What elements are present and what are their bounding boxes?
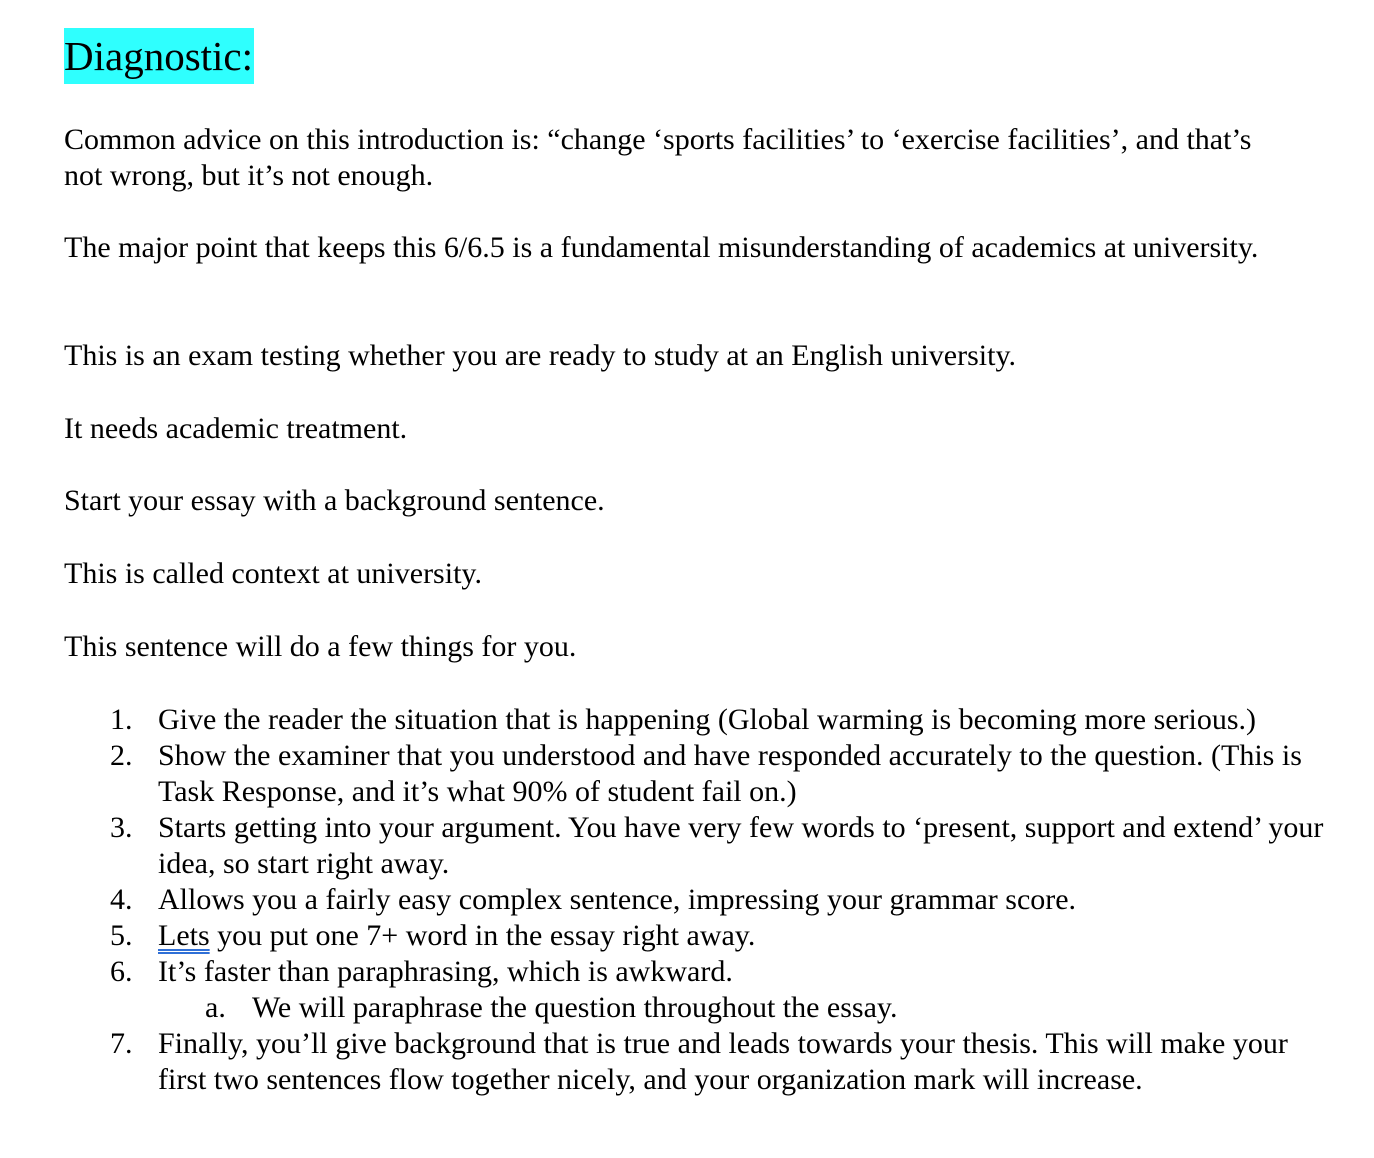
list-item — [64, 882, 1324, 918]
sub-list-letter: a. — [205, 991, 226, 1024]
list-item — [64, 1026, 1324, 1098]
list-item — [64, 810, 1324, 882]
list-item — [64, 918, 1324, 954]
list-number: 2. — [110, 739, 133, 772]
list-item-text: Show the examiner that you understood and have responded accurately to the question. (This is Task Response, and it’s what 90% of student fail on.) — [158, 739, 1302, 808]
list-number: 1. — [110, 703, 133, 736]
list-number: 3. — [110, 811, 133, 844]
list-item — [64, 738, 1324, 810]
list-item-text: Give the reader the situation that is happening (Global warming is becoming more serious.) — [158, 703, 1257, 736]
list-item — [64, 702, 1324, 738]
sub-list-item-text: We will paraphrase the question throughout the essay. — [252, 991, 898, 1024]
list-item-text: It’s faster than paraphrasing, which is awkward. — [158, 955, 733, 988]
list-item-text: Starts getting into your argument. You have very few words to ‘present, support and extend’ your idea, so start right away. — [158, 811, 1324, 880]
paragraph-context: This is called context at university. — [64, 557, 482, 590]
paragraph-background-sentence: Start your essay with a background sentence. — [64, 484, 605, 517]
list-item — [64, 954, 1324, 990]
list-number: 6. — [110, 955, 133, 988]
paragraph-common-advice: Common advice on this introduction is: “change ‘sports facilities’ to ‘exercise facilities’, and that’s not wrong, but it’s not enough. — [64, 123, 1252, 192]
list-number: 5. — [110, 919, 133, 952]
document-heading — [64, 28, 254, 84]
paragraph-exam-testing: This is an exam testing whether you are ready to study at an English university. — [64, 339, 1017, 372]
numbered-list — [64, 702, 1324, 1098]
list-number: 7. — [110, 1027, 133, 1060]
heading-text: Diagnostic: — [64, 33, 254, 79]
list-item-text: Allows you a fairly easy complex sentence, impressing your grammar score. — [158, 883, 1077, 916]
paragraph-few-things: This sentence will do a few things for you. — [64, 630, 577, 663]
list-number: 4. — [110, 883, 133, 916]
paragraph-academic-treatment: It needs academic treatment. — [64, 412, 408, 445]
grammar-flagged-word[interactable]: Lets — [158, 919, 210, 952]
sub-list-item — [64, 990, 1324, 1026]
list-item-text: Finally, you’ll give background that is true and leads towards your thesis. This will make your first two sentences flow together nicely, and your organization mark will increase. — [158, 1027, 1288, 1096]
list-item-text: you put one 7+ word in the essay right away. — [209, 919, 756, 952]
paragraph-major-point: The major point that keeps this 6/6.5 is a fundamental misunderstanding of academics at university. — [64, 231, 1259, 264]
